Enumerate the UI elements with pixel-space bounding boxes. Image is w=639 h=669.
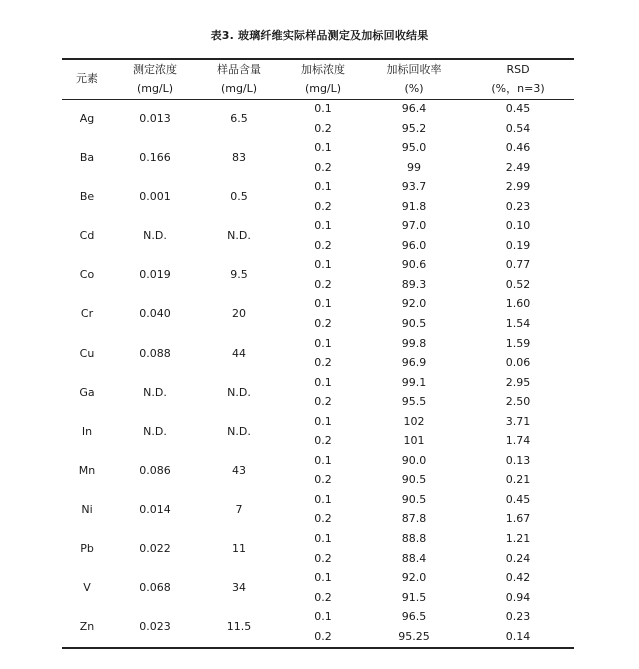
spike-cell: 0.2: [314, 590, 332, 604]
spike-cell: 0.2: [314, 356, 332, 370]
header-recovery-unit: (%): [404, 82, 424, 95]
rsd-cell: 2.50: [505, 395, 531, 409]
recovery-cell: 89.3: [401, 277, 427, 291]
rsd-cell: 2.99: [505, 180, 531, 194]
recovery-cell: 95.5: [401, 395, 427, 409]
measured-cell: 0.088: [139, 346, 171, 360]
recovery-cell: 93.7: [401, 180, 427, 194]
measured-cell: 0.014: [139, 502, 171, 516]
header-recovery: 加标回收率: [386, 63, 442, 76]
recovery-cell: 92.0: [401, 297, 427, 311]
spike-cell: 0.2: [314, 473, 332, 487]
header-content-unit: (mg/L): [220, 82, 258, 95]
rsd-cell: 0.54: [505, 121, 531, 135]
measured-cell: 0.023: [139, 620, 171, 634]
rsd-cell: 0.19: [505, 238, 531, 252]
rsd-cell: 0.23: [505, 610, 531, 624]
element-cell: Be: [79, 190, 95, 204]
header-rsd: RSD: [506, 63, 530, 76]
table-row: [62, 568, 574, 607]
recovery-cell: 101: [403, 434, 425, 448]
content-cell: N.D.: [227, 229, 251, 243]
content-cell: 34: [232, 581, 246, 595]
content-cell: N.D.: [227, 385, 251, 399]
measured-cell: 0.001: [139, 190, 171, 204]
table-body: [62, 99, 574, 646]
rsd-cell: 0.10: [505, 219, 531, 233]
spike-cell: 0.2: [314, 238, 332, 252]
table-row: [62, 216, 574, 255]
spike-cell: 0.1: [314, 375, 332, 389]
spike-cell: 0.1: [314, 102, 332, 115]
recovery-cell: 96.0: [401, 238, 427, 252]
rsd-cell: 1.59: [505, 336, 531, 350]
content-cell: 11.5: [226, 620, 252, 634]
recovery-cell: 90.5: [401, 473, 427, 487]
spike-cell: 0.1: [314, 180, 332, 194]
rsd-cell: 1.21: [505, 532, 531, 546]
element-cell: Ga: [79, 385, 95, 399]
table-row: [62, 607, 574, 646]
spike-cell: 0.2: [314, 199, 332, 213]
element-cell: Cr: [80, 307, 94, 321]
spike-cell: 0.1: [314, 336, 332, 350]
measured-cell: 0.086: [139, 463, 171, 477]
top-rule: [62, 58, 574, 60]
rsd-cell: 1.60: [505, 297, 531, 311]
spike-cell: 0.2: [314, 317, 332, 331]
rsd-cell: 0.45: [505, 492, 531, 506]
recovery-cell: 92.0: [401, 571, 427, 585]
bottom-rule: [62, 647, 574, 649]
rsd-cell: 0.21: [505, 473, 531, 487]
header-spike: 加标浓度: [301, 63, 345, 76]
recovery-cell: 96.5: [401, 610, 427, 624]
table-row: [62, 529, 574, 568]
table-row: [62, 294, 574, 333]
rsd-cell: 0.77: [505, 258, 531, 272]
table-row: [62, 255, 574, 294]
header-element: 元素: [76, 72, 98, 85]
header-rsd-unit: (%，n=3): [491, 82, 545, 95]
element-cell: V: [83, 581, 91, 595]
measured-cell: N.D.: [143, 424, 167, 438]
table-row: [62, 177, 574, 216]
content-cell: 11: [232, 542, 246, 556]
recovery-cell: 88.4: [401, 551, 427, 565]
table-row: [62, 412, 574, 451]
recovery-cell: 99.1: [401, 375, 427, 389]
spike-cell: 0.2: [314, 512, 332, 526]
recovery-cell: 102: [403, 414, 425, 428]
element-cell: Mn: [78, 463, 96, 477]
element-cell: Cd: [79, 229, 95, 243]
table-title: 表3. 玻璃纤维实际样品测定及加标回收结果: [210, 29, 429, 42]
recovery-cell: 97.0: [401, 219, 427, 233]
rsd-cell: 0.06: [505, 356, 531, 370]
element-cell: Pb: [80, 542, 94, 556]
measured-cell: 0.166: [139, 151, 171, 165]
recovery-cell: 90.5: [401, 492, 427, 506]
measured-cell: 0.068: [139, 581, 171, 595]
rsd-cell: 0.42: [505, 571, 531, 585]
header-spike-unit: (mg/L): [304, 82, 342, 95]
recovery-cell: 90.0: [401, 453, 427, 467]
rsd-cell: 0.14: [505, 629, 531, 643]
element-cell: Zn: [79, 620, 95, 634]
element-cell: Ni: [81, 502, 93, 516]
element-cell: Co: [79, 268, 95, 282]
spike-cell: 0.1: [314, 258, 332, 272]
recovery-cell: 87.8: [401, 512, 427, 526]
content-cell: 9.5: [230, 268, 248, 282]
spike-cell: 0.2: [314, 277, 332, 291]
rsd-cell: 0.46: [505, 141, 531, 155]
measured-cell: N.D.: [143, 385, 167, 399]
rsd-cell: 0.24: [505, 551, 531, 565]
content-cell: 0.5: [230, 190, 248, 204]
recovery-cell: 90.5: [401, 317, 427, 331]
measured-cell: 0.019: [139, 268, 171, 282]
measured-cell: N.D.: [143, 229, 167, 243]
spike-cell: 0.1: [314, 610, 332, 624]
spike-cell: 0.1: [314, 492, 332, 506]
spike-cell: 0.2: [314, 395, 332, 409]
table-row: [62, 99, 574, 138]
recovery-cell: 96.9: [401, 356, 427, 370]
element-cell: In: [81, 424, 93, 438]
measured-cell: 0.013: [139, 112, 171, 125]
spike-cell: 0.1: [314, 453, 332, 467]
rsd-cell: 1.67: [505, 512, 531, 526]
header-measured: 测定浓度: [133, 63, 177, 76]
rsd-cell: 0.13: [505, 453, 531, 467]
rsd-cell: 0.94: [505, 590, 531, 604]
element-cell: Ag: [79, 112, 95, 125]
rsd-cell: 2.95: [505, 375, 531, 389]
recovery-cell: 91.5: [401, 590, 427, 604]
recovery-cell: 99.8: [401, 336, 427, 350]
content-cell: 44: [232, 346, 246, 360]
recovery-cell: 95.0: [401, 141, 427, 155]
recovery-cell: 96.4: [401, 102, 427, 115]
spike-cell: 0.1: [314, 414, 332, 428]
spike-cell: 0.2: [314, 434, 332, 448]
rsd-cell: 1.74: [505, 434, 531, 448]
content-cell: 20: [232, 307, 246, 321]
recovery-cell: 95.25: [398, 629, 430, 643]
spike-cell: 0.1: [314, 297, 332, 311]
element-cell: Cu: [79, 346, 95, 360]
rsd-cell: 0.23: [505, 199, 531, 213]
recovery-cell: 88.8: [401, 532, 427, 546]
recovery-cell: 91.8: [401, 199, 427, 213]
table-row: [62, 451, 574, 490]
table-row: [62, 334, 574, 373]
measured-cell: 0.040: [139, 307, 171, 321]
rsd-cell: 3.71: [505, 414, 531, 428]
content-cell: N.D.: [227, 424, 251, 438]
measured-cell: 0.022: [139, 542, 171, 556]
spike-cell: 0.1: [314, 532, 332, 546]
content-cell: 43: [232, 463, 246, 477]
spike-cell: 0.2: [314, 551, 332, 565]
spike-cell: 0.2: [314, 121, 332, 135]
table-row: [62, 138, 574, 177]
content-cell: 7: [235, 502, 243, 516]
recovery-cell: 95.2: [401, 121, 427, 135]
element-cell: Ba: [79, 151, 95, 165]
table-row: [62, 373, 574, 412]
rsd-cell: 2.49: [505, 160, 531, 174]
header-measured-unit: (mg/L): [136, 82, 174, 95]
spike-cell: 0.1: [314, 141, 332, 155]
content-cell: 6.5: [230, 112, 248, 125]
rsd-cell: 1.54: [505, 317, 531, 331]
spike-cell: 0.2: [314, 160, 332, 174]
rsd-cell: 0.52: [505, 277, 531, 291]
spike-cell: 0.1: [314, 219, 332, 233]
rsd-cell: 0.45: [505, 102, 531, 115]
header-content: 样品含量: [217, 63, 261, 76]
spike-cell: 0.2: [314, 629, 332, 643]
recovery-cell: 99: [407, 160, 421, 174]
recovery-cell: 90.6: [401, 258, 427, 272]
table-row: [62, 490, 574, 529]
content-cell: 83: [232, 151, 246, 165]
spike-cell: 0.1: [314, 571, 332, 585]
